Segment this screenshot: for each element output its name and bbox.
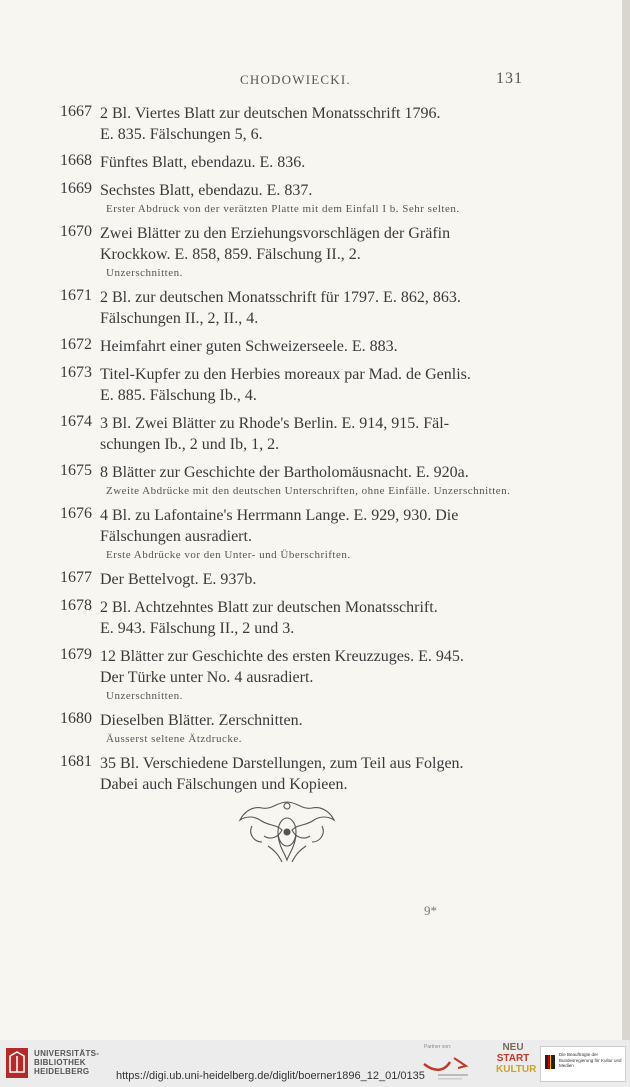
entry-number: 1676 — [60, 505, 92, 522]
entry-line: 2 Bl. Achtzehntes Blatt zur deutschen Monatsschrift. — [100, 599, 438, 616]
entry-number: 1677 — [60, 569, 92, 586]
entry-line: Titel-Kupfer zu den Herbies moreaux par Mad. de Genlis. — [100, 366, 471, 383]
entry-line: schungen Ib., 2 und Ib, 1, 2. — [100, 436, 280, 453]
entry-note: Zweite Abdrücke mit den deutschen Unterschriften, ohne Einfälle. Unzerschnitten. — [106, 485, 511, 497]
entry-line: E. 943. Fälschung II., 2 und 3. — [100, 620, 295, 637]
entry-line: Fünftes Blatt, ebendazu. E. 836. — [100, 154, 306, 171]
entry-number: 1678 — [60, 597, 92, 614]
viewer-footer — [0, 1040, 630, 1087]
entry-line: 12 Blätter zur Geschichte des ersten Kreuzzuges. E. 945. — [100, 648, 464, 665]
catalogue-entries — [60, 103, 530, 802]
entry-number: 1680 — [60, 710, 92, 727]
entry-line: 3 Bl. Zwei Blätter zu Rhode's Berlin. E. 914, 915. Fäl- — [100, 415, 450, 432]
entry-note: Erste Abdrücke vor den Unter- und Überschriften. — [106, 549, 351, 561]
entry-text — [100, 180, 530, 201]
catalogue-entry — [60, 180, 530, 216]
catalogue-entry — [60, 710, 530, 746]
entry-line: 2 Bl. Viertes Blatt zur deutschen Monatsschrift 1796. — [100, 105, 441, 122]
catalogue-entry — [60, 103, 530, 145]
entry-number: 1667 — [60, 103, 92, 120]
catalogue-entry — [60, 152, 530, 173]
catalogue-entry — [60, 336, 530, 357]
ornament-vignette-icon — [232, 796, 342, 866]
entry-note: Unzerschnitten. — [106, 690, 183, 702]
catalogue-entry — [60, 753, 530, 795]
partner-label: Partner von: — [424, 1044, 452, 1050]
neustart-word: KULTUR — [496, 1064, 537, 1075]
entry-text — [100, 505, 530, 547]
entry-line: Dabei auch Fälschungen und Kopieen. — [100, 776, 348, 793]
entry-text — [100, 569, 530, 590]
entry-text — [100, 597, 530, 639]
entry-text — [100, 413, 530, 455]
catalogue-entry — [60, 462, 530, 498]
catalogue-entry — [60, 364, 530, 406]
entry-number: 1674 — [60, 413, 92, 430]
entry-line: Zwei Blätter zu den Erziehungsvorschlägen der Gräfin — [100, 225, 451, 242]
entry-line: Sechstes Blatt, ebendazu. E. 837. — [100, 182, 313, 199]
entry-line: 2 Bl. zur deutschen Monatsschrift für 1797. E. 862, 863. — [100, 289, 461, 306]
entry-number: 1681 — [60, 753, 92, 770]
page-number: 131 — [496, 70, 523, 87]
running-head-title: CHODOWIECKI. — [240, 72, 351, 87]
catalogue-entry — [60, 223, 530, 280]
running-head — [0, 70, 622, 92]
university-logo-icon[interactable] — [6, 1048, 28, 1078]
entry-note: Erster Abdruck von der verätzten Platte mit dem Einfall I b. Sehr selten. — [106, 203, 460, 215]
catalogue-entry — [60, 646, 530, 703]
entry-text — [100, 336, 530, 357]
neustart-kultur-logo[interactable] — [496, 1042, 537, 1075]
entry-line: E. 885. Fälschung Ib., 4. — [100, 387, 257, 404]
entry-number: 1673 — [60, 364, 92, 381]
entry-line: 35 Bl. Verschiedene Darstellungen, zum Teil aus Folgen. — [100, 755, 464, 772]
library-name-line: HEIDELBERG — [34, 1067, 90, 1076]
entry-line: E. 835. Fälschungen 5, 6. — [100, 126, 263, 143]
entry-line: Der Türke unter No. 4 ausradiert. — [100, 669, 314, 686]
catalogue-entry — [60, 287, 530, 329]
entry-text — [100, 462, 530, 483]
entry-number: 1679 — [60, 646, 92, 663]
federal-government-logo[interactable] — [540, 1046, 626, 1082]
entry-text — [100, 103, 530, 145]
entry-number: 1668 — [60, 152, 92, 169]
catalogue-entry — [60, 569, 530, 590]
catalogue-entry — [60, 505, 530, 562]
library-name-line: UNIVERSITÄTS- — [34, 1049, 100, 1058]
entry-text — [100, 223, 530, 265]
entry-text — [100, 753, 530, 795]
entry-line: Krockkow. E. 858, 859. Fälschung II., 2. — [100, 246, 361, 263]
page-edge — [622, 0, 630, 1040]
signature-mark: 9* — [424, 903, 437, 918]
library-name-line: BIBLIOTHEK — [34, 1058, 86, 1067]
entry-number: 1669 — [60, 180, 92, 197]
neustart-word: START — [496, 1053, 530, 1064]
entry-line: 8 Blätter zur Geschichte der Bartholomäusnacht. E. 920a. — [100, 464, 469, 481]
entry-number: 1670 — [60, 223, 92, 240]
catalogue-entry — [60, 413, 530, 455]
entry-text — [100, 364, 530, 406]
entry-number: 1672 — [60, 336, 92, 353]
entry-text — [100, 646, 530, 688]
entry-line: Heimfahrt einer guten Schweizerseele. E. 883. — [100, 338, 398, 355]
entry-line: Fälschungen II., 2, II., 4. — [100, 310, 259, 327]
federal-eagle-icon — [545, 1055, 555, 1069]
entry-line: 4 Bl. zu Lafontaine's Herrmann Lange. E. 929, 930. Die — [100, 507, 459, 524]
entry-note: Unzerschnitten. — [106, 267, 183, 279]
federal-government-text: Die Beauftragte der Bundesregierung für Kultur und Medien — [559, 1052, 622, 1068]
entry-text — [100, 152, 530, 173]
entry-note: Äusserst seltene Ätzdrucke. — [106, 733, 242, 745]
entry-number: 1671 — [60, 287, 92, 304]
entry-line: Fälschungen ausradiert. — [100, 528, 252, 545]
entry-line: Dieselben Blätter. Zerschnitten. — [100, 712, 303, 729]
library-name[interactable] — [34, 1049, 99, 1076]
permalink-url[interactable]: https://digi.ub.uni-heidelberg.de/diglit/boerner1896_12_01/0135 — [116, 1070, 425, 1082]
entry-text — [100, 710, 530, 731]
entry-line: Der Bettelvogt. E. 937b. — [100, 571, 257, 588]
catalogue-entry — [60, 597, 530, 639]
entry-text — [100, 287, 530, 329]
neustart-word: NEU — [502, 1042, 524, 1053]
entry-number: 1675 — [60, 462, 92, 479]
partner-logo-icon[interactable] — [420, 1052, 480, 1082]
